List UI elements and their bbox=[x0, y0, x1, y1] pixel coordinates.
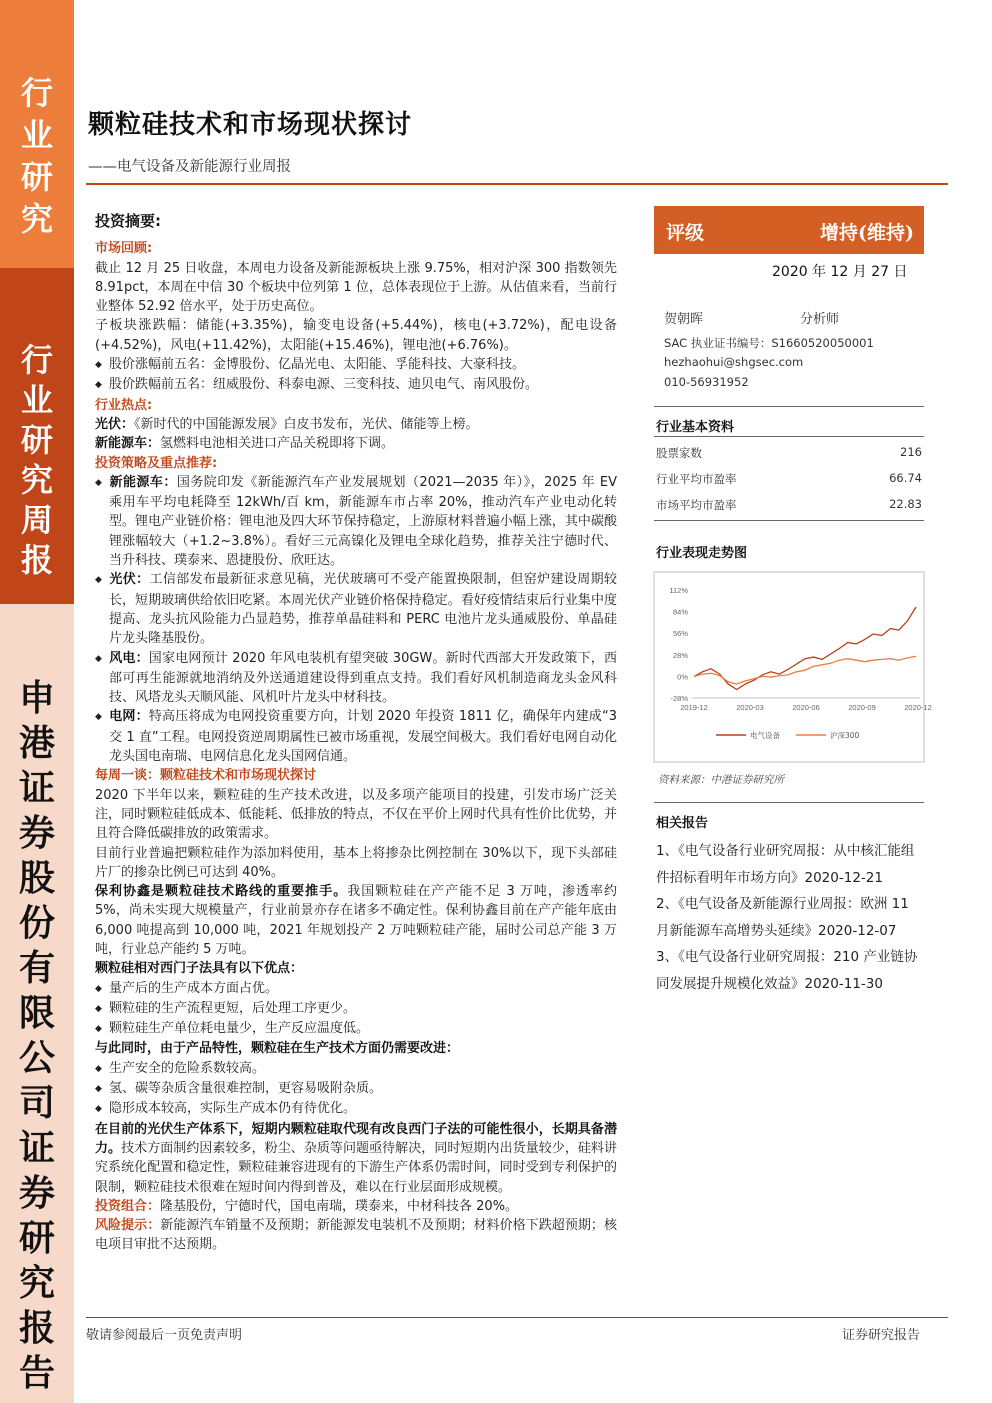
report-type: 证券研究报告 bbox=[842, 1328, 921, 1343]
related-report-link[interactable]: 3、《电气设备行业研究周报：210 产业链协同发展提升规模化效益》2020-11-30 bbox=[656, 949, 918, 992]
improvement-item: ◆ 隐形成本较高，实际生产成本仍有待优化。 bbox=[95, 1099, 617, 1119]
sidebar-label-industry-research: 行 业 研 究 bbox=[20, 74, 53, 238]
market-review-heading: 市场回顾: bbox=[95, 241, 153, 257]
side-divider bbox=[654, 802, 924, 803]
weekly-topic-heading: 每周一谈：颗粒硅技术和市场现状探讨 bbox=[95, 768, 317, 784]
y-tick-label: 56% bbox=[672, 629, 688, 639]
sidebar-company-name: 申 港 证 券 股 份 有 限 公 司 证 券 研 究 报 告 bbox=[18, 677, 55, 1394]
top-gainers-item: ◆ 股价涨幅前五名：金博股份、亿晶光电、太阳能、孚能科技、大豪科技。 bbox=[95, 355, 617, 375]
analyst-name: 贺朝晖 bbox=[664, 312, 704, 327]
market-review-paragraph: 截止 12 月 25 日收盘，本周电力设备及新能源板块上涨 9.75%，相对沪深 300 指数领先 8.91pct，本周在中信 30 个板块中位列第 1 位，总体表现位于上游。从估值来看，当前行业整体 52.92 倍水平，处于历史高位。 bbox=[95, 260, 617, 315]
side-divider bbox=[654, 436, 924, 437]
subsector-paragraph: 子板块涨跌幅：储能(+3.35%)，输变电设备(+5.44%)，核电(+3.72%)，配电设备(+4.52%)，风电(+11.42%)，太阳能(+15.46%)，锂电池(+6.76%)。 bbox=[95, 318, 617, 353]
strategy-heading: 投资策略及重点推荐: bbox=[95, 455, 218, 471]
rating-banner bbox=[654, 206, 924, 254]
summary-heading: 投资摘要: bbox=[95, 212, 161, 230]
x-tick-label: 2020-03 bbox=[736, 703, 764, 712]
portfolio-line: 投资组合：隆基股份，宁德时代，国电南瑞，璞泰来，中材科技各 20%。 bbox=[95, 1198, 519, 1214]
y-tick-label: 28% bbox=[672, 650, 688, 660]
strategy-item-pv: ◆ 光伏：工信部发布最新征求意见稿，光伏玻璃可不受产能置换限制，但窑炉建设周期较长，短期玻璃供给依旧吃紧。本周光伏产业链价格保持稳定。看好疫情结束后行业集中度提高、龙头抗风险能力凸显趋势，推荐单晶硅料和 PERC 电池片龙头通威股份、单晶硅片龙头隆基股份。 bbox=[95, 570, 617, 648]
x-tick-label: 2020-12 bbox=[904, 703, 932, 712]
y-tick-label: 0% bbox=[677, 672, 688, 682]
chart-source: 资料来源：中港证券研究所 bbox=[658, 774, 784, 786]
analyst-role: 分析师 bbox=[800, 312, 840, 327]
performance-chart bbox=[654, 572, 932, 762]
report-title: 颗粒硅技术和市场现状探讨 bbox=[88, 110, 413, 140]
y-tick-label: 84% bbox=[672, 607, 688, 617]
hot-spots-heading: 行业热点: bbox=[95, 397, 153, 413]
sidebar-label-weekly-report: 行 业 研 究 周 报 bbox=[20, 341, 53, 579]
legend-label: 沪深300 bbox=[830, 731, 860, 740]
disclaimer-note: 敬请参阅最后一页免责声明 bbox=[86, 1328, 243, 1343]
analyst-email[interactable]: hezhaohui@shgsec.com bbox=[664, 355, 804, 369]
hot-spot-nev: 新能源车：氢燃料电池相关进口产品关税即将下调。 bbox=[95, 436, 395, 452]
y-tick-label: 112% bbox=[669, 586, 688, 595]
analyst-phone: 010-56931952 bbox=[664, 375, 749, 389]
improvement-item: ◆ 生产安全的危险系数较高。 bbox=[95, 1059, 617, 1079]
report-date: 2020 年 12 月 27 日 bbox=[772, 264, 908, 280]
improvements-heading: 与此同时，由于产品特性，颗粒硅在生产技术方面仍需要改进： bbox=[95, 1041, 460, 1057]
side-divider bbox=[654, 406, 924, 407]
weekly-paragraph-4: 在目前的光伏生产体系下，短期内颗粒硅取代现有改良西门子法的可能性很小，长期具备潜力。技术方面制约因素较多，粉尘、杂质等问题亟待解决，同时短期内出货量较少，硅料讲究系统化配置和稳定性，颗粒硅兼容进现有的下游生产体系仍需时间，同时受到专利保护的限制，颗粒硅技术很难在短时间内得到普及，难以在行业层面形成规模。 bbox=[95, 1121, 617, 1195]
industry-info-heading: 行业基本资料 bbox=[656, 420, 735, 435]
related-reports-heading: 相关报告 bbox=[656, 816, 709, 831]
rating-value: 增持(维持) bbox=[820, 222, 914, 244]
y-tick-label: -28% bbox=[670, 694, 688, 703]
summary-column bbox=[95, 212, 617, 1255]
trend-heading: 行业表现走势图 bbox=[656, 546, 748, 561]
related-report-link[interactable]: 1、《电气设备行业研究周报：从中核汇能组件招标看明年市场方向》2020-12-21 bbox=[656, 843, 915, 886]
related-report-link[interactable]: 2、《电气设备及新能源行业周报：欧洲 11 月新能源车高增势头延续》2020-12-07 bbox=[656, 896, 909, 939]
advantage-item: ◆ 量产后的生产成本方面占优。 bbox=[95, 979, 617, 999]
related-reports-list bbox=[656, 838, 918, 997]
weekly-paragraph-3: 保利协鑫是颗粒硅技术路线的重要推手。我国颗粒硅在产产能不足 3 万吨，渗透率约 5%，尚未实现大规模量产，行业前景亦存在诸多不确定性。保利协鑫目前在产产能年底由 6,000 吨提高到 10,000 吨，2021 年规划投产 2 万吨颗粒硅产能，届时公司总产能 3 万吨，行业总产能约 5 万吨。 bbox=[95, 884, 617, 957]
rating-label: 评级 bbox=[666, 222, 705, 244]
industry-info-row: 股票家数 216 bbox=[656, 445, 922, 460]
footer-divider bbox=[86, 1317, 948, 1318]
analyst-sac: SAC 执业证书编号：S1660520050001 bbox=[664, 336, 874, 350]
advantage-item: ◆ 颗粒硅生产单位耗电量少，生产反应温度低。 bbox=[95, 1019, 617, 1039]
weekly-paragraph-2: 目前行业普遍把颗粒硅作为添加料使用，基本上将掺杂比例控制在 30%以下，现下头部硅片厂的掺杂比例已可达到 40%。 bbox=[95, 845, 617, 880]
report-subtitle: ——电气设备及新能源行业周报 bbox=[88, 159, 291, 175]
industry-info-row: 行业平均市盈率 66.74 bbox=[656, 471, 922, 486]
industry-info-row: 市场平均市盈率 22.83 bbox=[656, 497, 922, 512]
strategy-item-wind: ◆ 风电：国家电网预计 2020 年风电装机有望突破 30GW。新时代西部大开发政策下，西部可再生能源就地消纳及外送通道建设得到重点支持。我们看好风机制造商龙头金风科技、风塔龙头天顺风能、风机叶片龙头中材科技。 bbox=[95, 649, 617, 708]
advantages-heading: 颗粒硅相对西门子法具有以下优点： bbox=[95, 961, 304, 977]
weekly-paragraph-1: 2020 下半年以来，颗粒硅的生产技术改进，以及多项产能项目的投建，引发市场广泛关注，同时颗粒硅低成本、低能耗、低排放的特点，不仅在平价上网时代具有性价比优势，并且符合降低碳排放的政策需求。 bbox=[95, 787, 617, 842]
advantage-item: ◆ 颗粒硅的生产流程更短，后处理工序更少。 bbox=[95, 999, 617, 1019]
x-tick-label: 2020-06 bbox=[792, 703, 820, 712]
improvement-item: ◆ 氢、碳等杂质含量很难控制，更容易吸附杂质。 bbox=[95, 1079, 617, 1099]
left-sidebar bbox=[0, 0, 74, 1403]
strategy-item-nev: ◆ 新能源车：国务院印发《新能源汽车产业发展规划（2021—2035 年）》，2025 年 EV 乘用车平均电耗降至 12kWh/百 km，新能源车市占率 20%，推动汽车产业电动化转型。锂电产业链价格：锂电池及四大环节保持稳定，上游原材料普遍小幅上涨，其中碳酸锂涨幅较大（+1.2~3.8%）。看好三元高镍化及锂电全球化趋势，推荐关注宁德时代、当升科技、璞泰来、恩捷股份、欣旺达。 bbox=[95, 473, 617, 570]
hot-spot-pv: 光伏：《新时代的中国能源发展》白皮书发布，光伏、储能等上榜。 bbox=[95, 416, 479, 432]
x-tick-label: 2020-09 bbox=[848, 703, 876, 712]
side-divider bbox=[654, 520, 924, 521]
strategy-item-grid: ◆ 电网：特高压将成为电网投资重要方向，计划 2020 年投资 1811 亿，确保年内建成“3 交 1 直”工程。电网投资逆周期属性已被市场重视，发展空间极大。我们看好电网自动化龙头国电南瑞、电网信息化龙头国网信通。 bbox=[95, 707, 617, 766]
risk-line: 风险提示：新能源汽车销量不及预期；新能源发电装机不及预期；材料价格下跌超预期；核电项目审批不达预期。 bbox=[95, 1218, 617, 1253]
header-divider bbox=[86, 183, 948, 185]
x-tick-label: 2019-12 bbox=[680, 703, 708, 712]
legend-label: 电气设备 bbox=[750, 731, 780, 740]
chart-frame bbox=[654, 572, 924, 762]
top-losers-item: ◆ 股价跌幅前五名：纽威股份、科泰电源、三变科技、迪贝电气、南风股份。 bbox=[95, 375, 617, 395]
